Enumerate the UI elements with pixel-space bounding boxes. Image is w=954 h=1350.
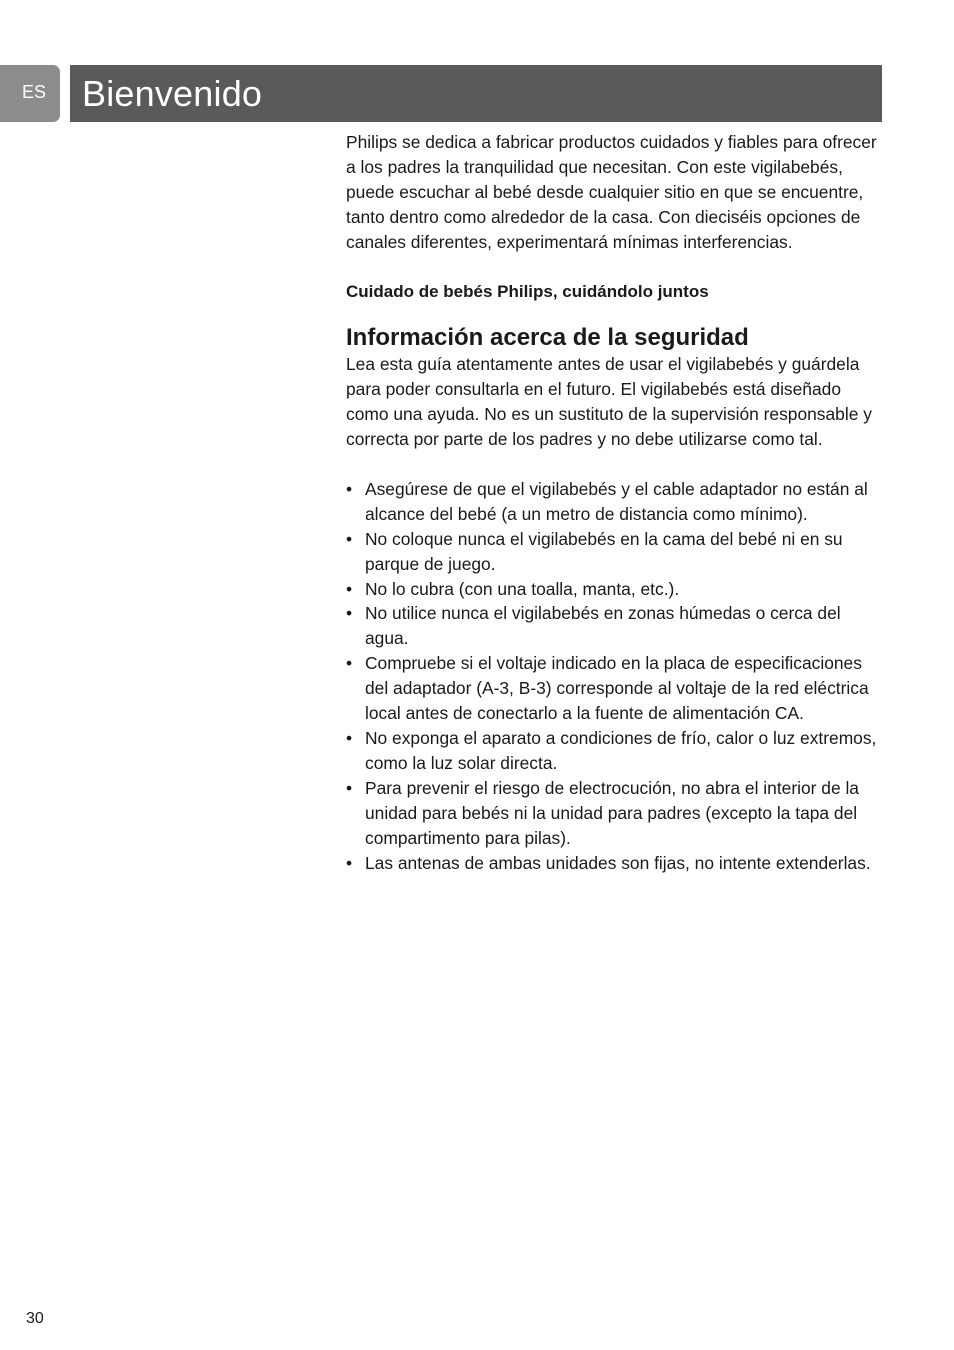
bullet: • [346,603,353,624]
list-item [346,577,886,602]
list-item [346,851,886,876]
safety-intro-paragraph: Lea esta guía atentamente antes de usar el vigilabebés y guárdela para poder consultarla en el futuro. El vigilabebés está diseñado como una ayuda. No es un sustituto de la supervisión responsable y correcta por parte de los padres y no debe utilizarse como tal. [346,354,872,450]
language-tab [0,65,60,122]
tagline: Cuidado de bebés Philips, cuidándolo juntos [346,281,709,301]
list-item-text: No exponga el aparato a condiciones de frío, calor o luz extremos, como la luz solar directa. [365,728,877,773]
list-item-text: No coloque nunca el vigilabebés en la cama del bebé ni en su parque de juego. [365,528,843,574]
list-item [346,776,886,851]
page-title-bar [70,65,882,122]
list-item [346,527,886,577]
list-item [346,651,886,726]
bullet: • [346,653,353,674]
bullet: • [346,478,353,499]
language-code: ES [22,82,47,102]
intro-paragraph: Philips se dedica a fabricar productos cuidados y fiables para ofrecer a los padres la tranquilidad que necesitan. Con este vigilabebés, puede escuchar al bebé desde cualquier sitio en que se encuentre, tanto dentro como alrededor de la casa. Con dieciséis opciones de canales diferentes, experimentará mínimas interferencias. [346,132,877,252]
bullet: • [346,528,353,549]
list-item-text: Las antenas de ambas unidades son fijas, no intente extenderlas. [365,852,871,873]
bullet: • [346,777,353,798]
bullet: • [346,852,353,873]
page-number: 30 [26,1310,44,1327]
list-item-text: Para prevenir el riesgo de electrocución, no abra el interior de la unidad para bebés ni la unidad para padres (excepto la tapa del compartimento para pilas). [365,777,859,848]
list-item-text: Compruebe si el voltaje indicado en la placa de especificaciones del adaptador (A-3, B-3) corresponde al voltaje de la red eléctrica local antes de conectarlo a la fuente de alimentación CA. [365,653,869,724]
main-content [346,130,886,875]
list-item [346,601,886,651]
page-title: Bienvenido [82,73,263,114]
bullet: • [346,578,353,599]
list-item-text: Asegúrese de que el vigilabebés y el cable adaptador no están al alcance del bebé (a un metro de distancia como mínimo). [365,478,868,524]
list-item [346,726,886,776]
bullet: • [346,728,353,749]
safety-heading: Información acerca de la seguridad [346,324,749,352]
list-item-text: No lo cubra (con una toalla, manta, etc.). [365,578,680,599]
list-item-text: No utilice nunca el vigilabebés en zonas húmedas o cerca del agua. [365,603,841,649]
list-item [346,477,886,527]
safety-list [346,477,886,876]
